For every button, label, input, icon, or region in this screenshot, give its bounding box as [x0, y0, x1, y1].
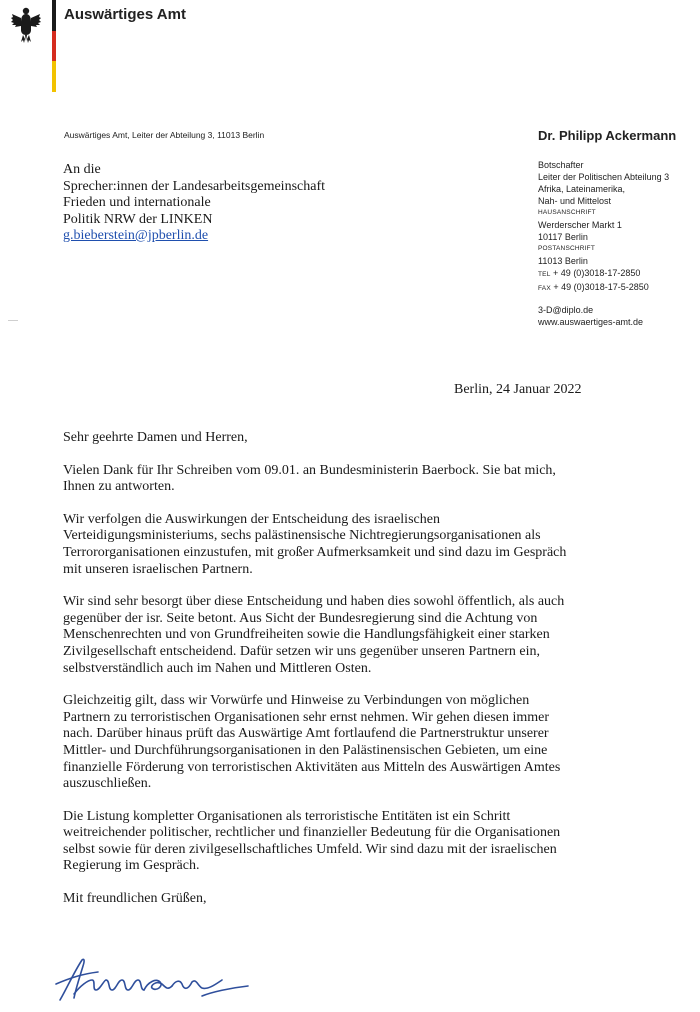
- recipient-email-link[interactable]: g.bieberstein@jpberlin.de: [63, 228, 209, 243]
- flag-black: [52, 0, 56, 31]
- letter-date: Berlin, 24 Januar 2022: [454, 382, 582, 397]
- sender-return-address: Auswärtiges Amt, Leiter der Abteilung 3, 11013 Berlin: [64, 130, 265, 140]
- flag-gold: [52, 61, 56, 92]
- closing: Mit freundlichen Grüßen,: [63, 891, 207, 907]
- tel-number: + 49 (0)3018-17-2850: [553, 268, 641, 278]
- recipient-address: [63, 162, 325, 245]
- contact-website: www.auswaertiges-amt.de: [538, 317, 644, 327]
- tel-label: TEL: [538, 271, 551, 278]
- signatory-title-line: Botschafter: [538, 160, 584, 170]
- recipient-line: Politik NRW der LINKEN: [63, 211, 213, 227]
- signatory-title-line: Nah- und Mittelost: [538, 196, 612, 206]
- signatory-info: [538, 159, 698, 328]
- body-paragraph: Wir sind sehr besorgt über diese Entscheidung und haben dies sowohl öffentlich, als auch gegenüber der isr. Seite betont. Aus Sicht der Bundesregierung sind die Achtung von Menschenrechten und von Grundfreiheiten sowie die Handlungsfähigkeit einer starken Zivilgesellschaft entscheidend. Dafür setzen wir uns gegenüber unseren Partnern ein, selbstverständlich auch im Nahen und Mittleren Osten.: [63, 594, 565, 676]
- signatory-title-line: Afrika, Lateinamerika,: [538, 184, 626, 194]
- house-address-line: Werderscher Markt 1: [538, 220, 622, 230]
- postal-address-line: 11013 Berlin: [538, 256, 588, 266]
- federal-eagle-icon: [10, 6, 42, 44]
- recipient-line: An die: [63, 162, 101, 177]
- body-paragraph: Die Listung kompletter Organisationen als terroristische Entitäten ist ein Schritt weitreichender politischer, rechtlicher und finanzieller Bedeutung für die Organisationen selbst sowie für deren zivilgesellschaftliches Umfeld. Wir sind dazu mit der israelischen Regierung im Gespräch.: [63, 808, 561, 874]
- fax-label: FAX: [538, 285, 551, 292]
- signatory-name: Dr. Philipp Ackermann: [538, 128, 677, 143]
- flag-stripe: [52, 0, 56, 92]
- recipient-line: Frieden und internationale: [63, 195, 211, 210]
- handwritten-signature: [52, 950, 262, 1008]
- signatory-title-line: Leiter der Politischen Abteilung 3: [538, 172, 670, 182]
- ministry-name: Auswärtiges Amt: [64, 6, 186, 23]
- fax-number: + 49 (0)3018-17-5-2850: [553, 282, 649, 292]
- body-paragraph: Vielen Dank für Ihr Schreiben vom 09.01. an Bundesministerin Baerbock. Sie bat mich, Ihnen zu antworten.: [63, 462, 556, 495]
- recipient-line: Sprecher:innen der Landesarbeitsgemeinschaft: [63, 178, 326, 194]
- salutation: Sehr geehrte Damen und Herren,: [63, 430, 248, 445]
- body-paragraph: Wir verfolgen die Auswirkungen der Entscheidung des israelischen Verteidigungsministeriums, sechs palästinensische Nichtregierungsorganisationen als Terrororganisationen einzustufen, mit großer Aufmerksamkeit und sind dazu im Gespräch mit unseren israelischen Partnern.: [63, 511, 567, 577]
- letter-body: [63, 430, 663, 908]
- spacer: [538, 295, 698, 304]
- telephone-line: [538, 267, 698, 281]
- body-paragraph: Gleichzeitig gilt, dass wir Vorwürfe und Hinweise zu Verbindungen von möglichen Partnern zu terroristischen Organisationen sehr ernst nehmen. Wir gehen diesen immer nach. Darüber hinaus prüft das Auswärtige Amt fortlaufend die Partnerstruktur unserer Mittler- und Durchführungsorganisationen in den Palästinensischen Gebieten, um eine finanzielle Förderung von terroristischen Aktivitäten aus Mitteln des Auswärtigen Amtes auszuschließen.: [63, 693, 561, 792]
- fax-line: [538, 281, 698, 295]
- flag-red: [52, 31, 56, 62]
- contact-email: 3-D@diplo.de: [538, 305, 594, 315]
- fold-mark: [8, 320, 18, 321]
- postal-address-caption: POSTANSCHRIFT: [538, 245, 596, 252]
- house-address-line: 10117 Berlin: [538, 232, 588, 242]
- house-address-caption: HAUSANSCHRIFT: [538, 209, 596, 216]
